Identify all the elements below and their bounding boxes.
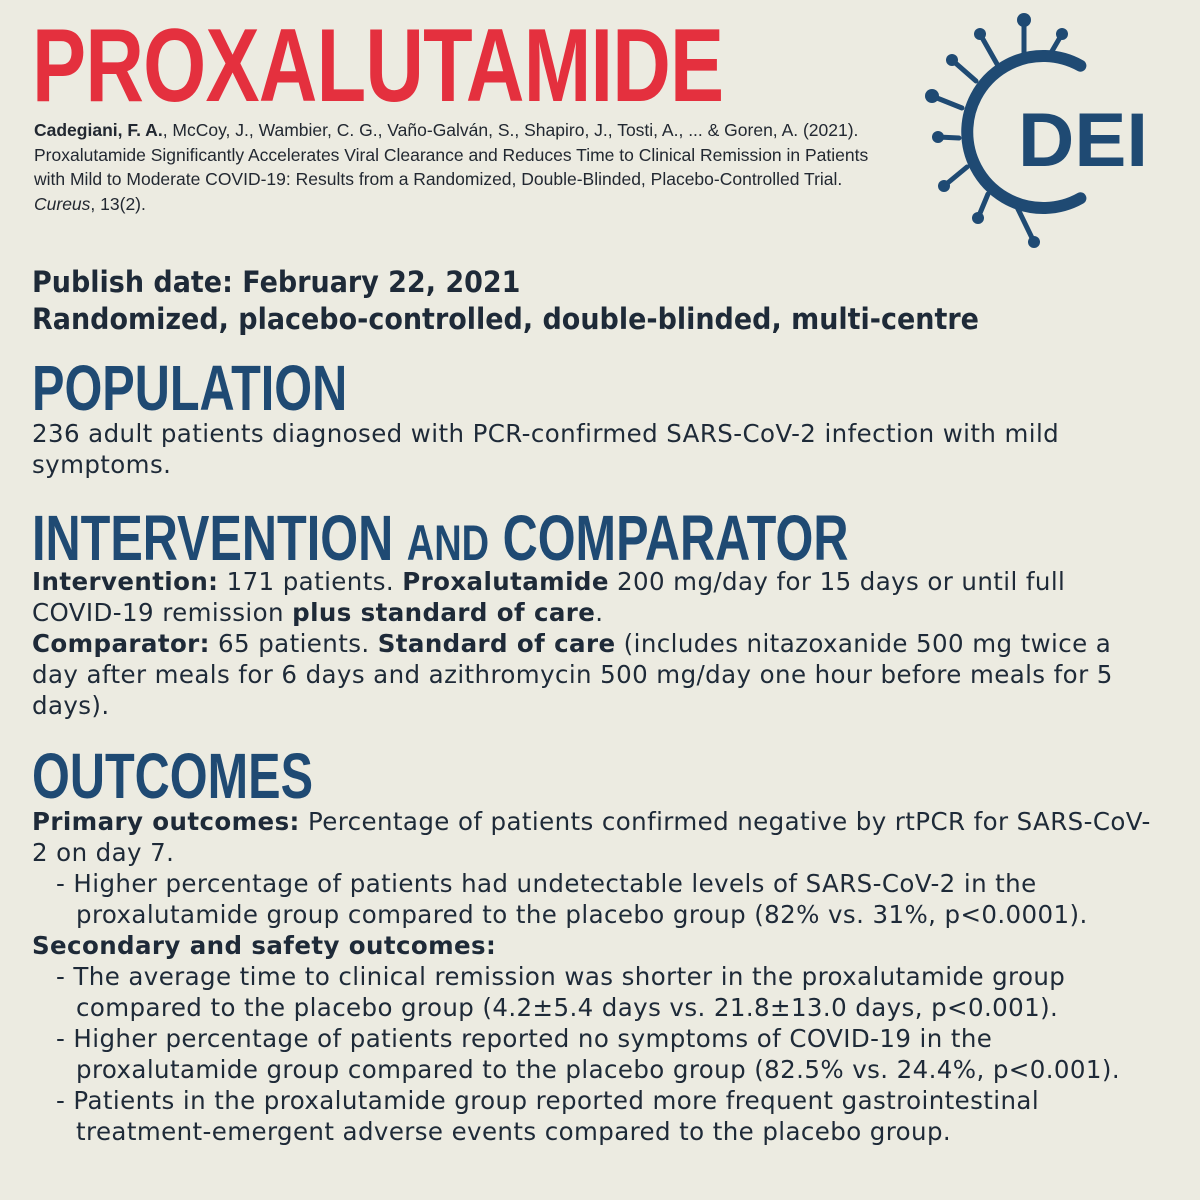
secondary-bullet: - The average time to clinical remission was shorter in the proxalutamide group compared to the placebo group (4.2±5.4 days vs. 21.8±13.0 days, p<0.001).	[56, 962, 1066, 1022]
secondary-bullet: - Higher percentage of patients reported no symptoms of COVID-19 in the proxalutamide group compared to the placebo group (82.5% vs. 24.4%, p<0.001).	[56, 1024, 1121, 1084]
secondary-outcomes	[32, 930, 1162, 961]
intervention-section	[32, 566, 1162, 721]
dei-virus-logo	[924, 12, 1164, 252]
outcomes-heading: OUTCOMES	[32, 740, 314, 812]
intervention-drug: Proxalutamide	[402, 567, 609, 596]
comparator-soc: Standard of care	[377, 629, 616, 658]
intervention-plus: plus standard of care	[292, 598, 596, 627]
dei-logo-text: DEI	[1018, 98, 1148, 183]
primary-bullet: - Higher percentage of patients had undetectable levels of SARS-CoV-2 in the proxalutamide group compared to the placebo group (82% vs. 31%, p<0.0001).	[56, 869, 1088, 929]
primary-label: Primary outcomes:	[32, 807, 300, 836]
intervention-label: Intervention:	[32, 567, 219, 596]
intervention-heading	[32, 502, 849, 575]
citation-lead-author: Cadegiani, F. A.	[34, 120, 163, 140]
intervention-paragraph	[32, 566, 1162, 628]
citation-text: , McCoy, J., Wambier, C. G., Vaño-Galván, S., Shapiro, J., Tosti, A., ... & Goren, A. (2021). Proxalutamide Significantly Accelerates Viral Clearance and Reduces Time to Clinical Remission in Patients with Mild to Moderate COVID-19: Results from a Randomized, Double-Blinded, Placebo-Controlled Trial.	[34, 120, 869, 189]
study-design: Randomized, placebo-controlled, double-blinded, multi-centre	[32, 302, 979, 336]
citation-volume: , 13(2).	[90, 193, 146, 214]
outcomes-section	[32, 806, 1162, 1147]
comparator-label: Comparator:	[32, 629, 210, 658]
population-heading: POPULATION	[32, 352, 348, 424]
citation-journal: Cureus	[34, 193, 91, 214]
study-meta	[32, 264, 1050, 338]
intervention-end: .	[595, 598, 604, 627]
intervention-heading-b: COMPARATOR	[489, 502, 849, 574]
primary-text: Percentage of patients confirmed negative by rtPCR for SARS-CoV-2 on day 7.	[32, 807, 1151, 867]
page-title: PROXALUTAMIDE	[32, 8, 724, 124]
comparator-detail: (includes nitazoxanide 500 mg twice a day after meals for 6 days and azithromycin 500 mg/day one hour before meals for 5 days).	[32, 629, 1113, 720]
primary-outcomes	[32, 806, 1162, 868]
secondary-bullet: - Patients in the proxalutamide group reported more frequent gastrointestinal treatment-emergent adverse events compared to the placebo group.	[56, 1086, 1040, 1146]
intervention-heading-and: AND	[406, 515, 490, 571]
intervention-dose: 200 mg/day for 15 days or until full COVID-19 remission	[32, 567, 1066, 627]
secondary-label: Secondary and safety outcomes:	[32, 931, 497, 960]
comparator-paragraph	[32, 628, 1162, 721]
intervention-heading-a: INTERVENTION	[32, 502, 407, 574]
comparator-count: 65 patients.	[209, 629, 378, 658]
citation	[34, 118, 904, 216]
intervention-count: 171 patients.	[218, 567, 403, 596]
population-text: 236 adult patients diagnosed with PCR-confirmed SARS-CoV-2 infection with mild symptoms.	[32, 419, 1060, 479]
publish-date: Publish date: February 22, 2021	[32, 265, 521, 299]
